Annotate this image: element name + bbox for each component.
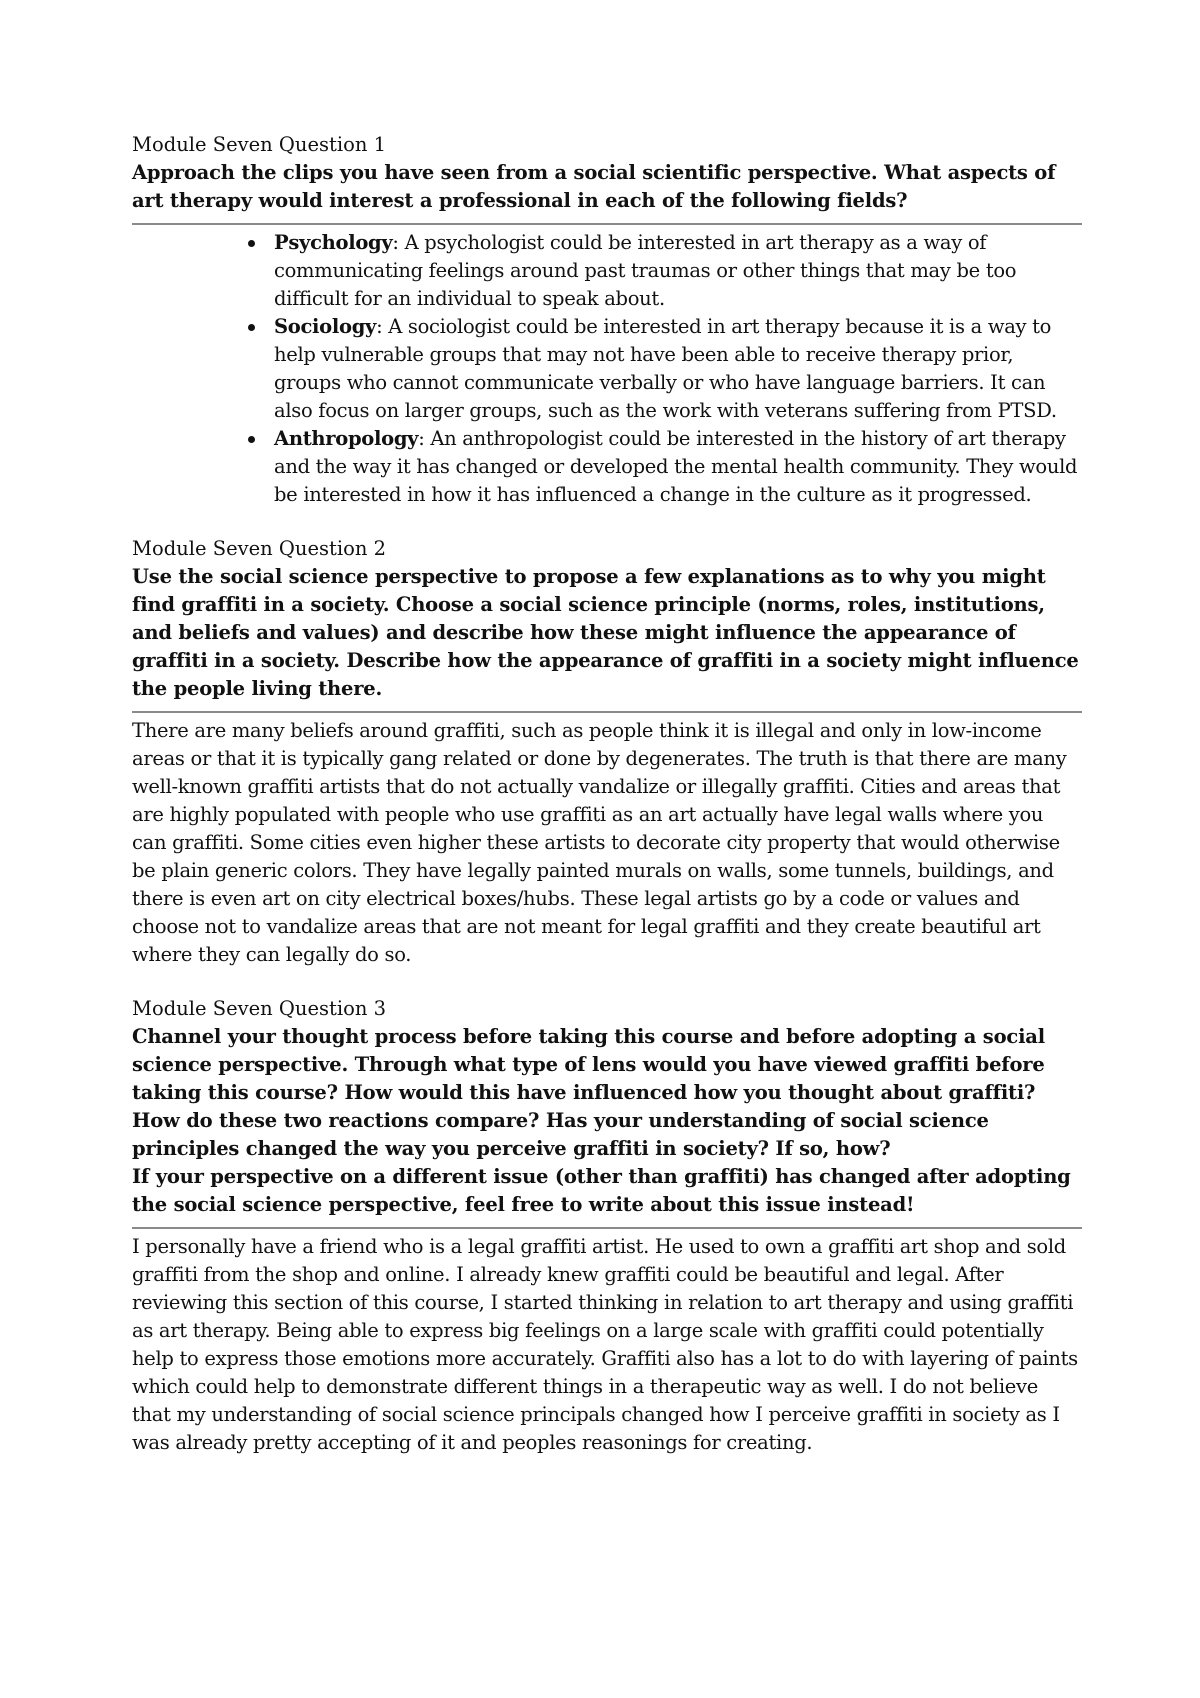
text-psychology: : A psychologist could be interested in art therapy as a way of communicating feelings around past traumas or other things that may be too difficult for an individual to speak about.: [274, 231, 1017, 310]
answer-divider: [132, 223, 1082, 225]
bullet-icon: [248, 436, 255, 443]
list-item-anthropology: [274, 425, 1082, 509]
question-1-prompt: [132, 159, 1082, 215]
question-3-prompt-extra: If your perspective on a different issue (other than graffiti) has changed after adopting the social science perspective, feel free to write about this issue instead!: [132, 1165, 1071, 1216]
question-3-title: Module Seven Question 3: [132, 997, 387, 1020]
term-sociology: Sociology: [274, 315, 377, 338]
fields-list: [132, 229, 1082, 509]
answer-divider: [132, 711, 1082, 713]
question-1-prompt-text: Approach the clips you have seen from a social scientific perspective. What aspects of art therapy would interest a professional in each of the following fields?: [132, 161, 1056, 212]
question-2-prompt-text: Use the social science perspective to propose a few explanations as to why you might find graffiti in a society. Choose a social science principle (norms, roles, institutions, and beliefs and values) and describe how these might influence the appearance of graffiti in a society. Describe how the appearance of graffiti in a society might influence the people living there.: [132, 565, 1079, 700]
question-3-prompt: [132, 1023, 1082, 1219]
list-item-sociology: [274, 313, 1082, 425]
question-2-answer: There are many beliefs around graffiti, such as people think it is illegal and only in low-income areas or that it is typically gang related or done by degenerates. The truth is that there are many well-known graffiti artists that do not actually vandalize or illegally graffiti. Cities and areas that are highly populated with people who use graffiti as an art actually have legal walls where you can graffiti. Some cities even higher these artists to decorate city property that would otherwise be plain generic colors. They have legally painted murals on walls, some tunnels, buildings, and there is even art on city electrical boxes/hubs. These legal artists go by a code or values and choose not to vandalize areas that are not meant for legal graffiti and they create beautiful art where they can legally do so.: [132, 719, 1067, 966]
question-2-section: [132, 535, 1082, 969]
question-3-answer: I personally have a friend who is a legal graffiti artist. He used to own a graffiti art shop and sold graffiti from the shop and online. I already knew graffiti could be beautiful and legal. After reviewing this section of this course, I started thinking in relation to art therapy and using graffiti as art therapy. Being able to express big feelings on a large scale with graffiti could potentially help to express those emotions more accurately. Graffiti also has a lot to do with layering of paints which could help to demonstrate different things in a therapeutic way as well. I do not believe that my understanding of social science principals changed how I perceive graffiti in society as I was already pretty accepting of it and peoples reasonings for creating.: [132, 1235, 1078, 1454]
answer-divider: [132, 1227, 1082, 1229]
question-3-section: [132, 995, 1082, 1457]
question-1-title: Module Seven Question 1: [132, 133, 387, 156]
term-psychology: Psychology: [274, 231, 393, 254]
document-page: [132, 131, 1082, 1483]
question-2-title: Module Seven Question 2: [132, 537, 387, 560]
term-anthropology: Anthropology: [274, 427, 419, 450]
question-1-section: [132, 131, 1082, 509]
bullet-icon: [248, 240, 255, 247]
bullet-icon: [248, 324, 255, 331]
list-item-psychology: [274, 229, 1082, 313]
question-2-prompt: [132, 563, 1082, 703]
text-sociology: : A sociologist could be interested in art therapy because it is a way to help vulnerable groups that may not have been able to receive therapy prior, groups who cannot communicate verbally or who have language barriers. It can also focus on larger groups, such as the work with veterans suffering from PTSD.: [274, 315, 1057, 422]
question-3-prompt-text: Channel your thought process before taking this course and before adopting a social science perspective. Through what type of lens would you have viewed graffiti before taking this course? How would this have influenced how you thought about graffiti? How do these two reactions compare? Has your understanding of social science principles changed the way you perceive graffiti in society? If so, how?: [132, 1025, 1045, 1160]
text-anthropology: : An anthropologist could be interested in the history of art therapy and the way it has changed or developed the mental health community. They would be interested in how it has influenced a change in the culture as it progressed.: [274, 427, 1078, 506]
